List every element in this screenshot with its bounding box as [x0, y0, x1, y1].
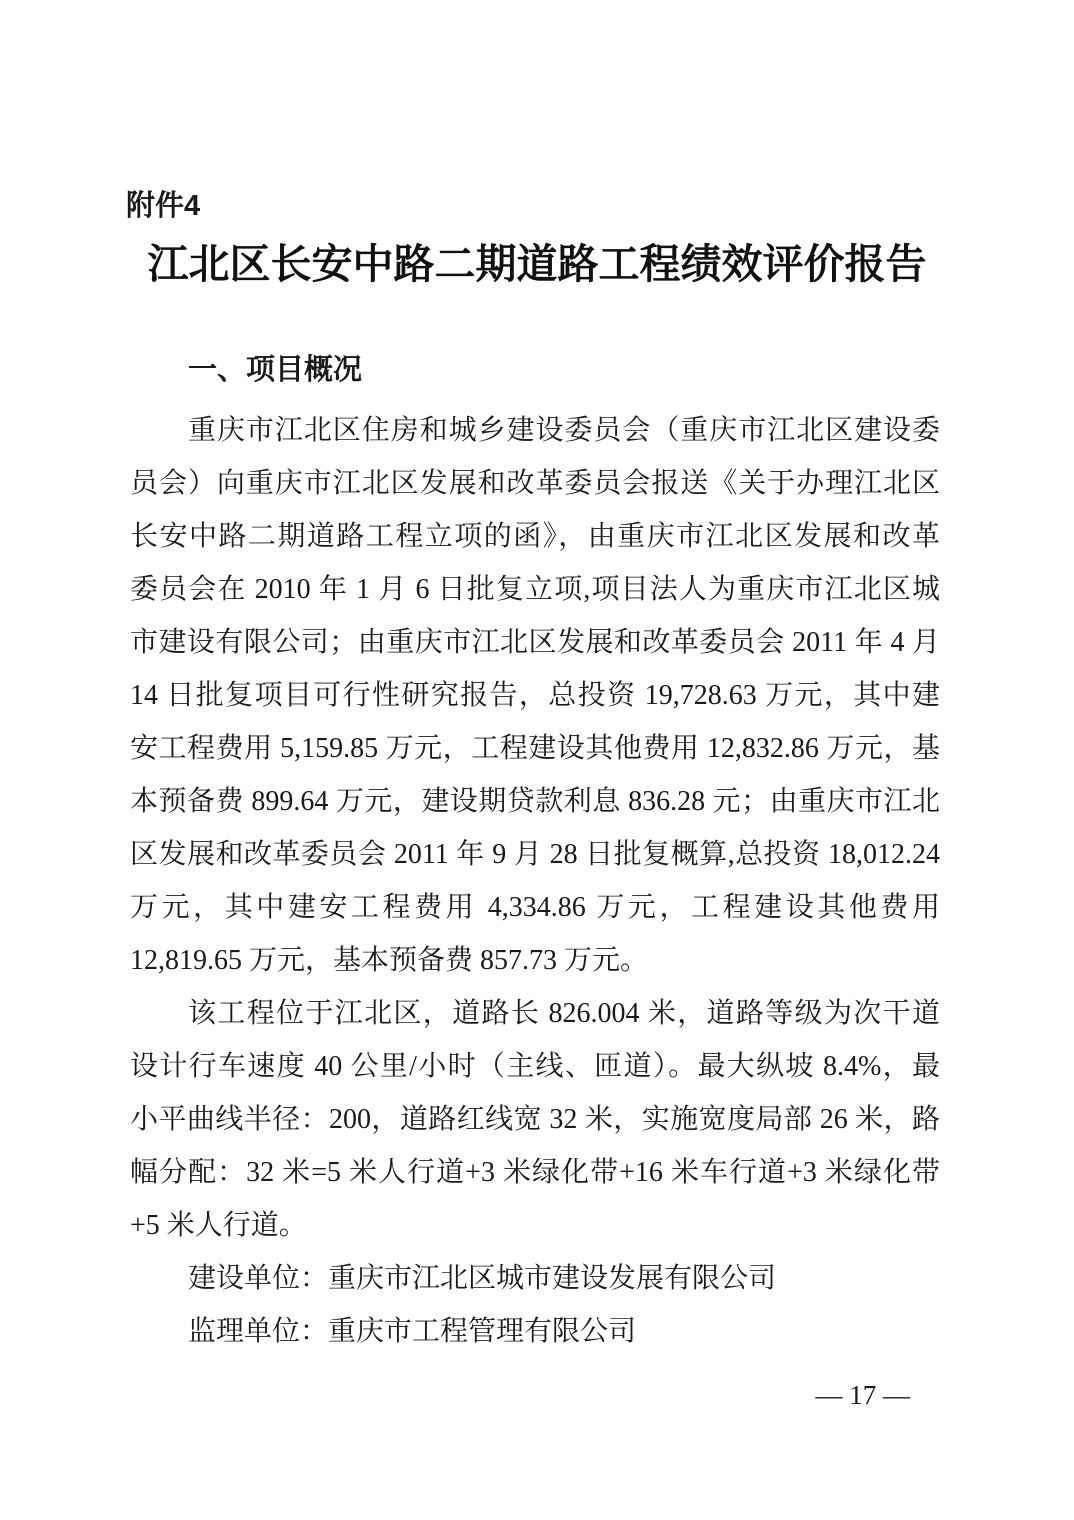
text-line: 委员会在 2010 年 1 月 6 日批复立项,项目法人为重庆市江北区城 [130, 574, 940, 605]
text-line: 14 日批复项目可行性研究报告，总投资 19,728.63 万元，其中建 [130, 680, 940, 711]
text-line: 该工程位于江北区，道路长 826.004 米，道路等级为次干道 [188, 998, 940, 1029]
text-line: 幅分配：32 米=5 米人行道+3 米绿化带+16 米车行道+3 米绿化带 [130, 1157, 940, 1188]
text-line: 小平曲线半径：200，道路红线宽 32 米，实施宽度局部 26 米，路 [130, 1104, 940, 1135]
text-line: 本预备费 899.64 万元，建设期贷款利息 836.28 元；由重庆市江北 [130, 786, 940, 817]
attachment-label: 附件4 [126, 190, 201, 222]
text-line: 12,819.65 万元，基本预备费 857.73 万元。 [130, 945, 649, 976]
text-line: 建设单位：重庆市江北区城市建设发展有限公司 [188, 1263, 777, 1294]
page-number: — 17 — [815, 1380, 910, 1410]
text-line: 市建设有限公司；由重庆市江北区发展和改革委员会 2011 年 4 月 [130, 627, 940, 658]
document-title: 江北区长安中路二期道路工程绩效评价报告 [147, 241, 927, 287]
text-line: 区发展和改革委员会 2011 年 9 月 28 日批复概算,总投资 18,012.24 [130, 839, 940, 870]
section-heading: 一、项目概况 [188, 354, 363, 386]
text-line: 设计行车速度 40 公里/小时（主线、匝道）。最大纵坡 8.4%，最 [130, 1051, 940, 1082]
text-line: 重庆市江北区住房和城乡建设委员会（重庆市江北区建设委 [188, 415, 940, 446]
text-line: 万元，其中建安工程费用 4,334.86 万元，工程建设其他费用 [130, 892, 940, 923]
text-line: 长安中路二期道路工程立项的函》，由重庆市江北区发展和改革 [130, 521, 940, 552]
text-line: 员会）向重庆市江北区发展和改革委员会报送《关于办理江北区 [130, 468, 940, 499]
document-body [130, 404, 940, 1358]
text-line: 安工程费用 5,159.85 万元，工程建设其他费用 12,832.86 万元，基 [130, 733, 940, 764]
text-line: +5 米人行道。 [130, 1210, 307, 1241]
text-line: 监理单位：重庆市工程管理有限公司 [188, 1316, 637, 1347]
